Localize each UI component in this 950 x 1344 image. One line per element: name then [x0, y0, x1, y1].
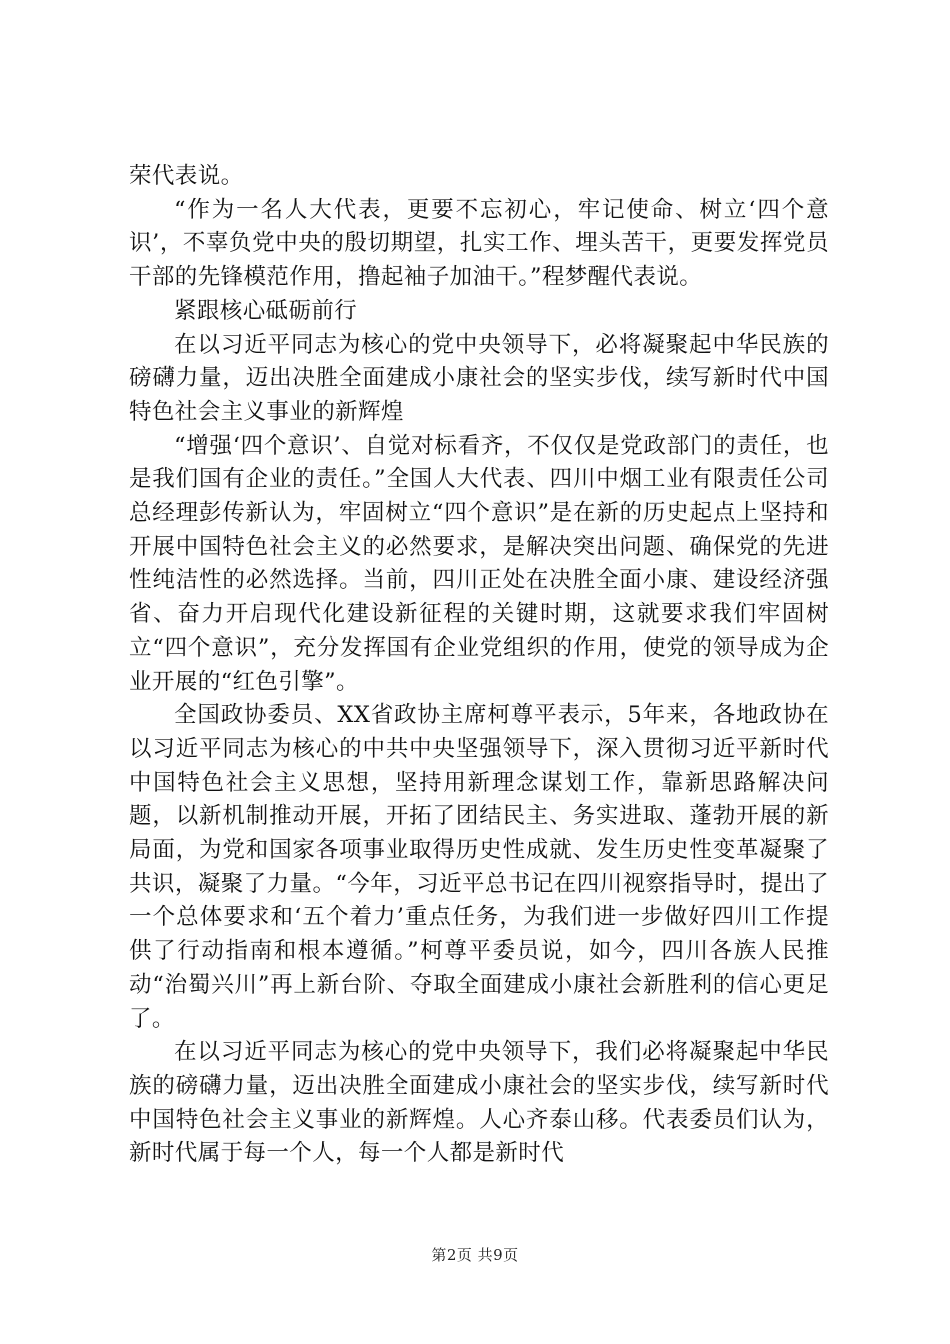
paragraph: “作为一名人大代表，更要不忘初心，牢记使命、树立‘四个意识’，不辜负党中央的殷切期望，扎实工作、埋头苦干，更要发挥党员干部的先锋模范作用，撸起袖子加油干。”程梦醒代表说。 [129, 196, 829, 291]
page-footer: 第2页 共9页 [431, 1246, 519, 1264]
paragraph: 在以习近平同志为核心的党中央领导下，我们必将凝聚起中华民族的磅礴力量，迈出决胜全面建成小康社会的坚实步伐，续写新时代中国特色社会主义事业的新辉煌。人心齐泰山移。代表委员们认为，新时代属于每一个人，每一个人都是新时代 [129, 1039, 829, 1167]
paragraph: 在以习近平同志为核心的党中央领导下，必将凝聚起中华民族的磅礴力量，迈出决胜全面建成小康社会的坚实步伐，续写新时代中国特色社会主义事业的新辉煌 [129, 331, 829, 425]
paragraph: 全国政协委员、XX省政协主席柯尊平表示，5年来，各地政协在以习近平同志为核心的中共中央坚强领导下，深入贯彻习近平新时代中国特色社会主义思想，坚持用新理念谋划工作，靠新思路解决问题，以新机制推动开展，开拓了团结民主、务实进取、蓬勃开展的新局面，为党和国家各项事业取得历史性成就、发生历史性变革凝聚了共识，凝聚了力量。“今年，习近平总书记在四川视察指导时，提出了一个总体要求和‘五个着力’重点任务，为我们进一步做好四川工作提供了行动指南和根本遵循。”柯尊平委员说，如今，四川各族人民推动“治蜀兴川”再上新台阶、夺取全面建成小康社会新胜利的信心更足了。 [129, 702, 829, 1032]
body-text [129, 160, 829, 1171]
section-heading: 紧跟核心砥砺前行 [174, 297, 358, 324]
paragraph: “增强‘四个意识’、自觉对标看齐，不仅仅是党政部门的责任，也是我们国有企业的责任。”全国人大代表、四川中烟工业有限责任公司总经理彭传新认为，牢固树立“四个意识”是在新的历史起点上坚持和开展中国特色社会主义的必然要求，是解决突出问题、确保党的先进性纯洁性的必然选择。当前，四川正处在决胜全面小康、建设经济强省、奋力开启现代化建设新征程的关键时期，这就要求我们牢固树立“四个意识”，充分发挥国有企业党组织的作用，使党的领导成为企业开展的“红色引擎”。 [129, 432, 829, 695]
paragraph: 荣代表说。 [129, 163, 244, 189]
